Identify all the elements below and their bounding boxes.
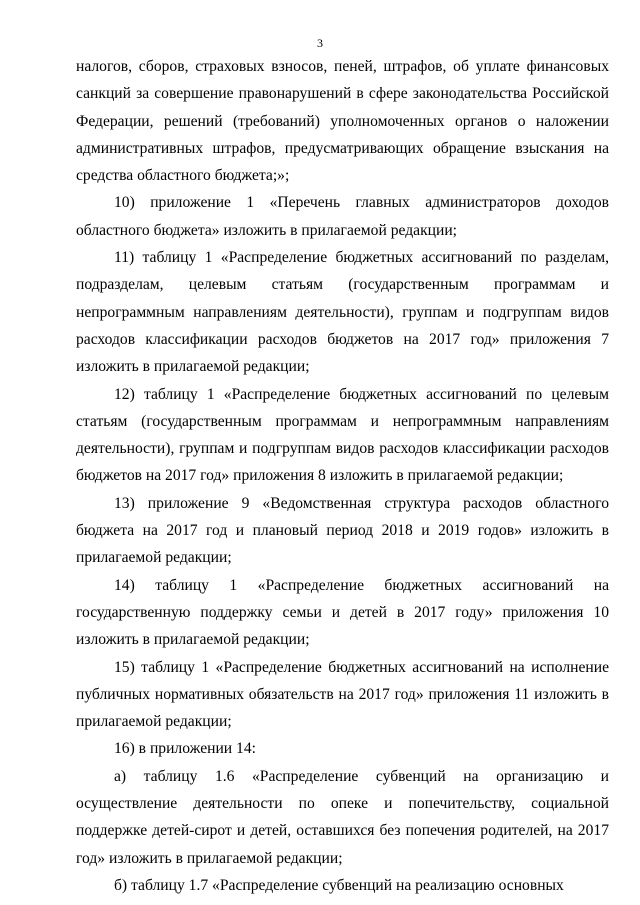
page-number: 3 xyxy=(317,36,323,50)
paragraph-item-13: 13) приложение 9 «Ведомственная структура расходов областного бюджета на 2017 год и плановый период 2018 и 2019 годов» изложить в прилагаемой редакции; xyxy=(76,494,609,567)
paragraph-item-11: 11) таблицу 1 «Распределение бюджетных ассигнований по разделам, подразделам, целевым статьям (государственным программам и непрограммным направлениям деятельности), группам и подгруппам видов расходов классификации расходов бюджетов на 2017 год» приложения 7 изложить в прилагаемой редакции; xyxy=(76,249,609,376)
paragraph-subitem-a: а) таблицу 1.6 «Распределение субвенций на организацию и осуществление деятельности по опеке и попечительству, социальной поддержке детей-сирот и детей, оставшихся без попечения родителей, на 2017 год» изложить в прилагаемой редакции; xyxy=(76,767,609,867)
document-body xyxy=(76,53,609,899)
paragraph-item-15: 15) таблицу 1 «Распределение бюджетных ассигнований на исполнение публичных нормативных обязательств на 2017 год» приложения 11 изложить в прилагаемой редакции; xyxy=(76,658,609,731)
paragraph-item-16: 16) в приложении 14: xyxy=(114,740,256,758)
paragraph-item-14: 14) таблицу 1 «Распределение бюджетных ассигнований на государственную поддержку семьи и детей в 2017 году» приложения 10 изложить в прилагаемой редакции; xyxy=(76,576,609,649)
paragraph-item-10: 10) приложение 1 «Перечень главных администраторов доходов областного бюджета» изложить в прилагаемой редакции; xyxy=(76,194,609,239)
paragraph-subitem-b: б) таблицу 1.7 «Распределение субвенций на реализацию основных xyxy=(114,876,564,894)
paragraph-item-12: 12) таблицу 1 «Распределение бюджетных ассигнований по целевым статьям (государственным программам и непрограммным направлениям деятельности), группам и подгруппам видов расходов классификации расходов бюджетов на 2017 год» приложения 8 изложить в прилагаемой редакции; xyxy=(76,385,609,485)
paragraph-continuation: налогов, сборов, страховых взносов, пеней, штрафов, об уплате финансовых санкций за совершение правонарушений в сфере законодательства Российской Федерации, решений (требований) уполномоченных органов о наложении административных штрафов, предусматривающих обращение взыскания на средства областного бюджета;»; xyxy=(76,58,609,185)
